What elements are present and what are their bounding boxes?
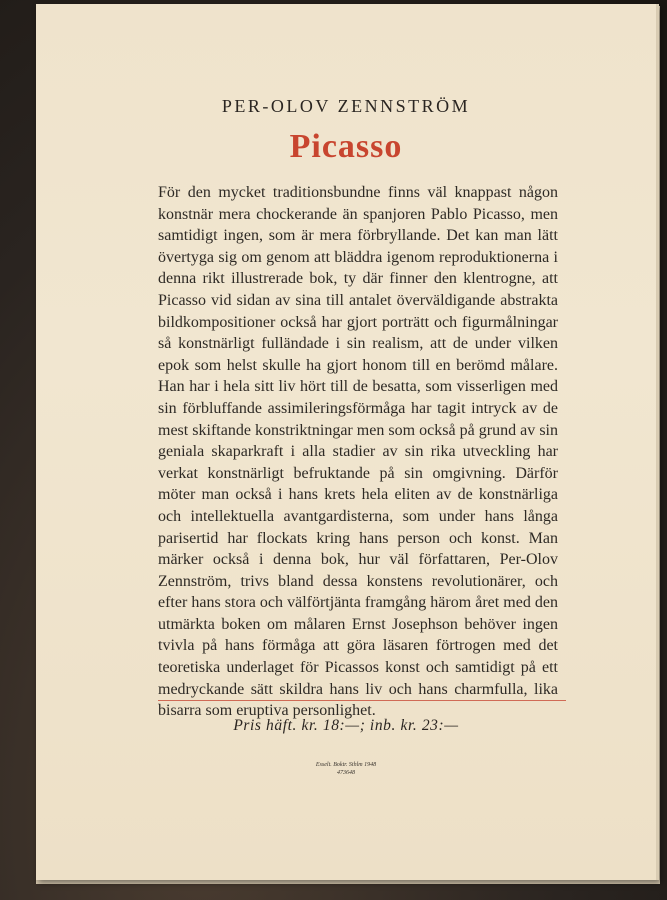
- price-line: Pris häft. kr. 18:—; inb. kr. 23:—: [233, 717, 459, 734]
- divider-rule: [158, 700, 566, 701]
- book-back-cover: [36, 4, 659, 880]
- imprint-line-1: Esselt. Boktr. Sthlm 1948: [315, 762, 377, 768]
- printer-imprint: [36, 761, 656, 777]
- book-title: Picasso: [289, 128, 403, 165]
- blurb-text: För den mycket traditionsbundne finns väl knappast någon konstnär mera chockerande än spanjoren Pablo Picasso, men samtidigt ingen, som är mera förbryllande. Det kan man lätt övertyga sig om genom att bläddra igenom reproduktionerna i denna rikt illustrerade bok, ty där finner den klentrogne, att Picasso vid sidan av sina till antalet överväldigande abstrakta bildkompositioner också har gjort porträtt och figurmålningar så konstnärligt fulländade i sin realism, att de under vilken epok som helst skulle ha gjort honom till en berömd målare. Han har i hela sitt liv hört till de besatta, som visserligen med sin förbluffande assimileringsförmåga har tagit intryck av de mest skiftande konstriktningar men som också på grund av sin geniala skaparkraft i alla stadier av sin rika utveckling har verkat konstnärligt befruktande på sin omgivning. Därför möter man också i hans krets hela eliten av de konstnärliga och intellektuella avantgardisterna, som under hans långa parisertid har flockats kring hans person och konst. Man märker också i denna bok, hur väl författaren, Per-Olov Zennström, trivs bland dessa konstens revolutionärer, och efter hans stora och välförtjänta framgång härom året med den utmärkta boken om målaren Ernst Josephson behöver ingen tvivla på hans förmåga att göra läsaren förtrogen med det teoretiska underlaget för Picassos konst och samtidigt på ett medryckande sätt skildra hans liv och hans charmfulla, lika bisarra som eruptiva personlighet.: [158, 184, 558, 720]
- imprint-line-2: 473648: [337, 770, 355, 776]
- author-name: PER-OLOV ZENNSTRÖM: [221, 96, 471, 116]
